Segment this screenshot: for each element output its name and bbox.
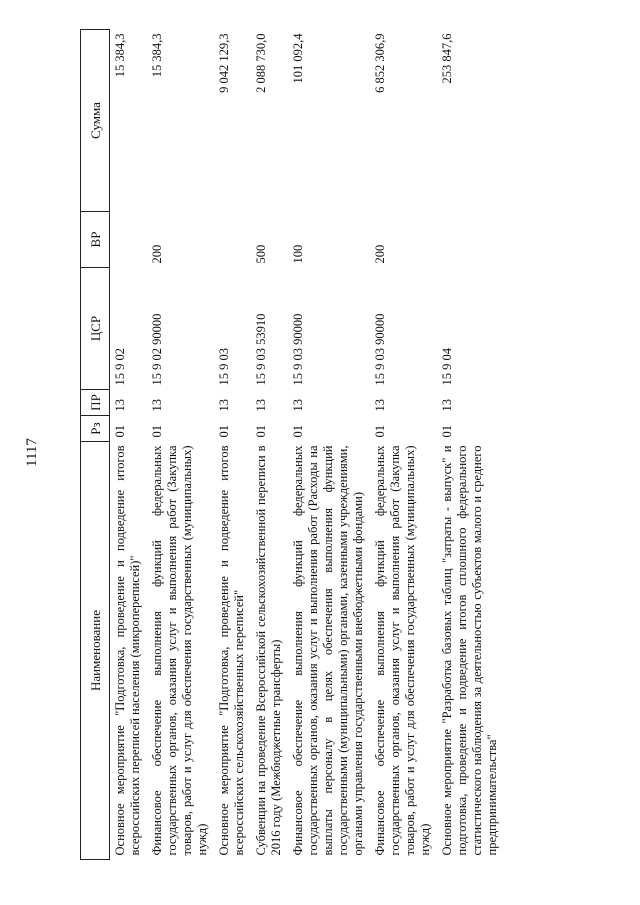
row-rz: 01	[373, 425, 387, 438]
row-amount: 9 042 129,3	[217, 33, 231, 93]
row-name: Основное мероприятие "Подготовка, проведение и подведение итогов всероссийских сельскохозяйственных переписей"	[217, 445, 246, 856]
header-rz: Рз	[81, 416, 110, 442]
row-name: Финансовое обеспечение выполнения функций федеральных государственных органов, оказания услуг и выполнения работ (Закупка товаров, работ и услуг для обеспечения государственных (муниципальных) нужд)	[373, 445, 432, 856]
row-amount: 101 092,4	[291, 33, 305, 84]
row-vr: 500	[254, 244, 268, 264]
row-name: Финансовое обеспечение выполнения функций федеральных государственных органов, оказания услуг и выполнения работ (Расходы на выплаты персоналу в целях обеспечения выполнения функций государственными (муниципальными) органами, казенными учреждениями, органами управления государственными внебюджетными фондами)	[291, 445, 365, 856]
row-rz: 01	[291, 425, 305, 438]
row-name: Основное мероприятие "Подготовка, проведение и подведение итогов всероссийских переписей населения (микропереписей)"	[113, 445, 142, 856]
table-header	[81, 30, 110, 860]
row-csr: 15 9 03 53910	[254, 313, 268, 386]
row-csr: 15 9 03 90000	[373, 313, 387, 386]
row-vr	[437, 212, 504, 268]
row-pr: 13	[113, 399, 127, 412]
row-vr	[110, 212, 148, 268]
row-rz: 01	[113, 425, 127, 438]
row-rz: 01	[217, 425, 231, 438]
row-amount: 6 852 306,9	[373, 33, 387, 93]
header-pr: ПР	[81, 390, 110, 416]
row-csr: 15 9 03 90000	[291, 313, 305, 386]
row-vr	[214, 212, 251, 268]
row-rz: 01	[254, 425, 268, 438]
header-amount: Сумма	[81, 30, 110, 212]
table-body	[110, 30, 505, 860]
row-vr: 100	[291, 244, 305, 264]
table-row	[288, 30, 370, 860]
row-pr: 13	[291, 399, 305, 412]
row-amount: 253 847,6	[440, 33, 454, 84]
row-pr: 13	[373, 399, 387, 412]
table-row	[110, 30, 148, 860]
row-vr: 200	[150, 244, 164, 264]
row-csr: 15 9 04	[440, 348, 454, 386]
row-rz: 01	[440, 425, 454, 438]
row-name: Основное мероприятие "Разработка базовых таблиц "затраты - выпуск" и подготовка, проведение и подведение итогов сплошного федерального статистического наблюдения за деятельностью субъектов малого и среднего предпринимательства"	[440, 445, 499, 856]
header-vr: ВР	[81, 212, 110, 268]
row-name: Субвенции на проведение Всероссийской сельскохозяйственной переписи в 2016 году (Межбюджетные трансферты)	[254, 445, 283, 856]
row-rz: 01	[150, 425, 164, 438]
row-pr: 13	[254, 399, 268, 412]
row-csr: 15 9 02	[113, 348, 127, 386]
table-row	[370, 30, 437, 860]
row-name: Финансовое обеспечение выполнения функций федеральных государственных органов, оказания услуг и выполнения работ (Закупка товаров, работ и услуг для обеспечения государственных (муниципальных) нужд)	[150, 445, 209, 856]
table-row	[437, 30, 504, 860]
table-row	[214, 30, 251, 860]
header-name: Наименование	[81, 442, 110, 860]
header-csr: ЦСР	[81, 268, 110, 390]
budget-table	[80, 29, 504, 860]
page-number: 1117	[24, 438, 40, 467]
row-pr: 13	[150, 399, 164, 412]
table-row	[147, 30, 214, 860]
row-amount: 15 384,3	[113, 33, 127, 78]
row-vr: 200	[373, 244, 387, 264]
row-csr: 15 9 03	[217, 348, 231, 386]
row-pr: 13	[440, 399, 454, 412]
row-amount: 2 088 730,0	[254, 33, 268, 93]
row-amount: 15 384,3	[150, 33, 164, 78]
row-csr: 15 9 02 90000	[150, 313, 164, 386]
row-pr: 13	[217, 399, 231, 412]
table-row	[251, 30, 288, 860]
